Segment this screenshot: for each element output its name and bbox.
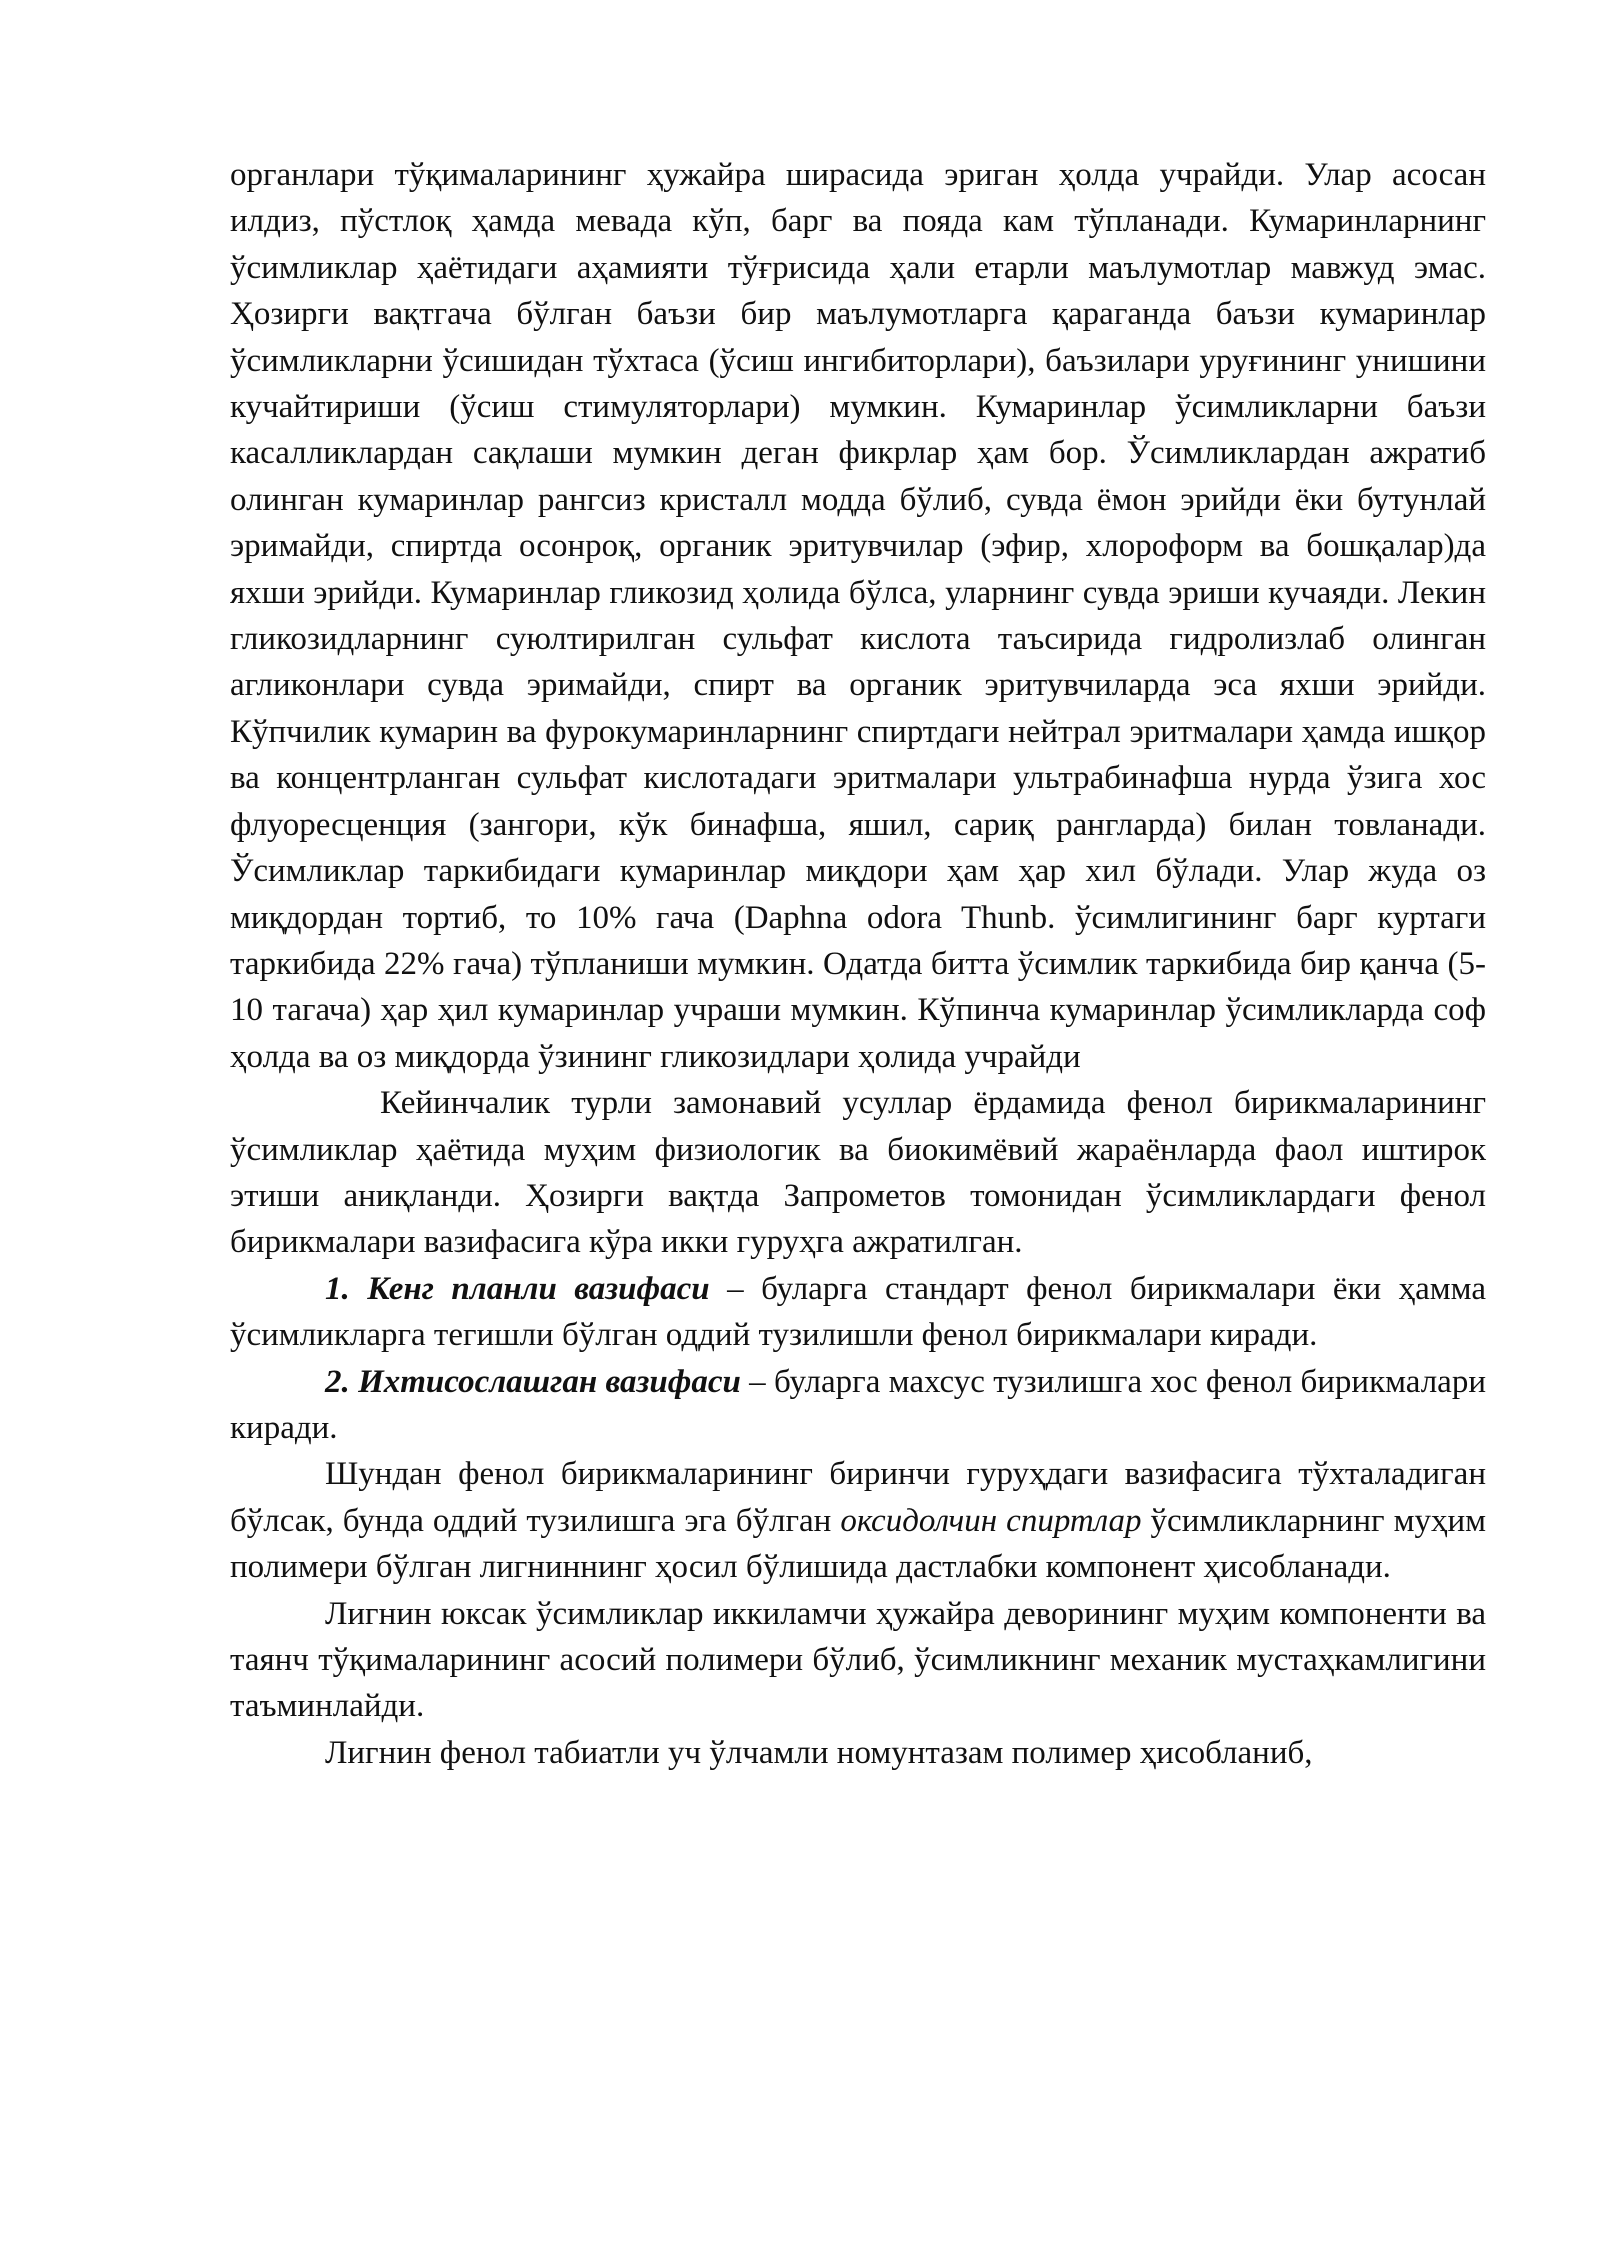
- paragraph-lignin-nature: Лигнин фенол табиатли уч ўлчамли номунтазам полимер ҳисобланиб,: [325, 1734, 1313, 1771]
- document-page: [230, 152, 1486, 1776]
- first-group-end: ўсимликларнинг муҳим полимери бўлган лигниннинг ҳосил бўлишида дастлабки компонент ҳисобланади.: [230, 1502, 1486, 1586]
- paragraph-coumarins: органлари тўқималарининг ҳужайра ширасида эриган ҳолда учрайди. Улар асосан илдиз, пўстлоқ ҳамда мевада кўп, барг ва пояда кам тўпланади. Кумаринларнинг ўсимликлар ҳаётидаги аҳамияти тўғрисида ҳали етарли маълумотлар мавжуд эмас. Ҳозирги вақтгача бўлган баъзи бир маълумотларга қараганда баъзи кумаринлар ўсимликларни ўсишидан тўхтаса (ўсиш ингибиторлари), баъзилари уруғининг унишини кучайтириши (ўсиш стимуляторлари) мумкин. Кумаринлар ўсимликларни баъзи касалликлардан сақлаши мумкин деган фикрлар ҳам бор. Ўсимликлардан ажратиб олинган кумаринлар рангсиз кристалл модда бўлиб, сувда ёмон эрийди ёки бутунлай эримайди, спиртда осонроқ, органик эритувчилар (эфир, хлороформ ва бошқалар)да яхши эрийди. Кумаринлар гликозид ҳолида бўлса, уларнинг сувда эриши кучаяди. Лекин гликозидларнинг суюлтирилган сульфат кислота таъсирида гидролизлаб олинган агликонлари сувда эримайди, спирт ва органик эритувчиларда эса яхши эрийди. Кўпчилик кумарин ва фурокумаринларнинг спиртдаги нейтрал эритмалари ҳамда ишқор ва концентрланган сульфат кислотадаги эритмалари ультрабинафша нурда ўзига хос флуоресценция (зангори, кўк бинафша, яшил, сариқ рангларда) билан товланади. Ўсимликлар таркибидаги кумаринлар миқдори ҳам ҳар хил бўлади. Улар жуда оз миқдордан тортиб, то 10% гача (Daphna odora Thunb. ўсимлигининг барг куртаги таркибида 22% гача) тўпланиши мумкин. Одатда битта ўсимлик таркибида бир қанча (5-10 тагача) ҳар ҳил кумаринлар учраши мумкин. Кўпинча кумаринлар ўсимликларда соф ҳолда ва оз миқдорда ўзининг гликозидлари ҳолида учрайди: [230, 157, 1486, 1075]
- term-specialized-function: 2. Ихтисослашган вазифаси: [325, 1363, 741, 1400]
- paragraph-broad-function: [230, 1266, 1486, 1359]
- paragraph-phenol-functions: Кейинчалик турли замонавий усуллар ёрдамида фенол бирикмаларининг ўсимликлар ҳаётида муҳим физиологик ва биокимёвий жараёнларда фаол иштирок этиши аниқланди. Ҳозирги вақтда Запрометов томонидан ўсимликлардаги фенол бирикмалари вазифасига кўра икки гуруҳга ажратилган.: [230, 1085, 1486, 1261]
- first-group-start: Шундан фенол бирикмаларининг биринчи гуруҳдаги вазифасига тўхталадиган бўлсак, бунда оддий тузилишга эга бўлган: [230, 1456, 1486, 1539]
- paragraph-first-group: [230, 1451, 1486, 1590]
- paragraph-specialized-function: [230, 1359, 1486, 1452]
- term-broad-function: 1. Кенг планли вазифаси: [325, 1270, 710, 1307]
- term-cinnamyl-alcohols: оксидолчин спиртлар: [840, 1502, 1142, 1539]
- paragraph-lignin-role: Лигнин юксак ўсимликлар иккиламчи ҳужайра деворининг муҳим компоненти ва таянч тўқималарининг асосий полимери бўлиб, ўсимликнинг механик мустаҳкамлигини таъминлайди.: [230, 1595, 1486, 1725]
- specialized-function-description: – буларга махсус тузилишга хос фенол бирикмалари киради.: [230, 1363, 1486, 1446]
- broad-function-description: – буларга стандарт фенол бирикмалари ёки ҳамма ўсимликларга тегишли бўлган оддий тузилишли фенол бирикмалари киради.: [230, 1270, 1486, 1354]
